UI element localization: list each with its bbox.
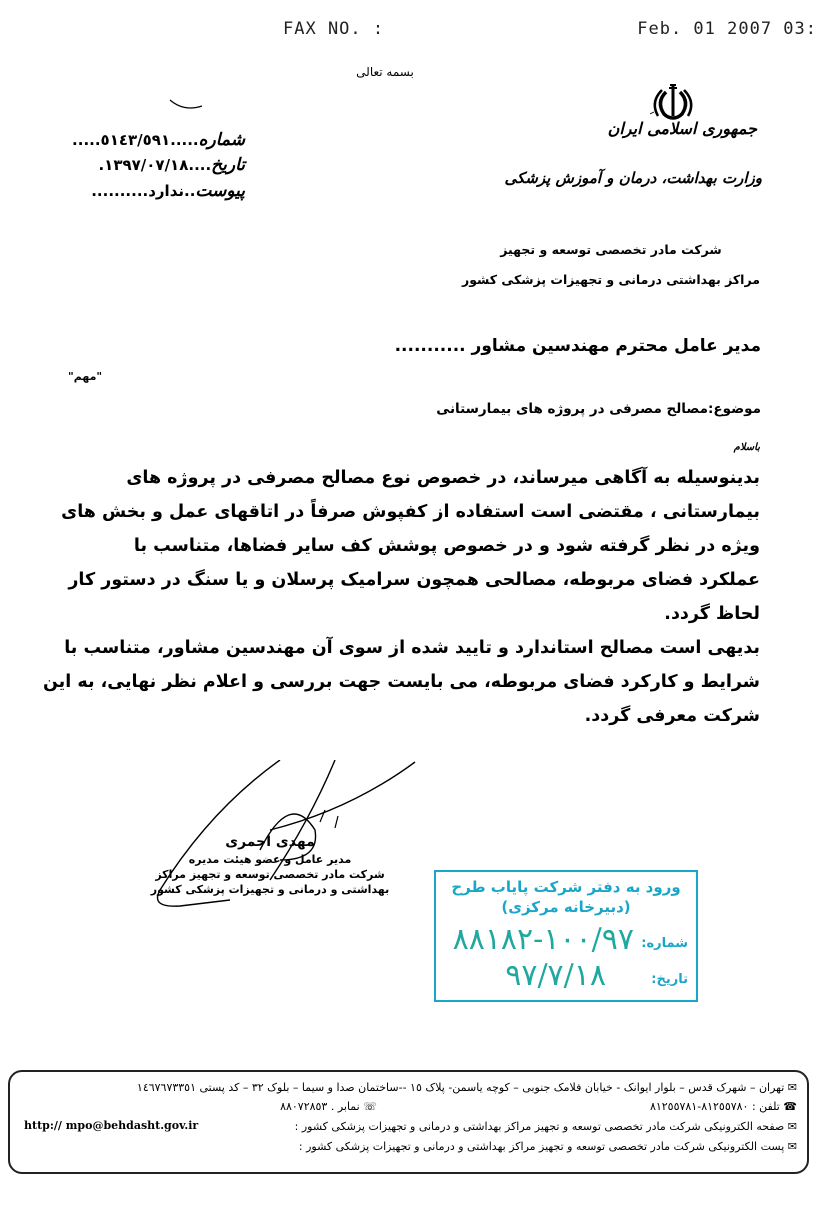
signatory-org-line-1: شرکت مادر تخصصی توسعه و تجهیز مراکز (155, 868, 385, 881)
body-line-6: بدیهی است مصالح استاندارد و تایید شده از سوی آن مهندسین مشاور، متناسب با (64, 638, 760, 658)
body-line-3: ویژه در نظر گرفته شود و در خصوص پوشش کف سایر فضاها، متناسب با (133, 536, 760, 556)
footer-website-row (295, 1120, 797, 1133)
footer-fax-row (280, 1100, 377, 1113)
receipt-stamp (434, 870, 698, 1002)
stamp-date-value: ٩٧/٧/١٨ (505, 958, 606, 993)
signatory-org-line-2: بهداشتی و درمانی و تجهیزات پزشکی کشور (150, 883, 390, 896)
body-line-8: شرکت معرفی گردد. (584, 706, 760, 726)
iran-emblem-icon (650, 82, 696, 122)
reference-date-label: تاریخ (211, 155, 245, 175)
body-line-7: شرایط و کارکرد فضای مربوطه، می بایست جهت بررسی و اعلام نظر نهایی، به این (42, 672, 760, 692)
stamp-number-value: ١٠٠/٩٧-٨٨١٨٢ (452, 922, 634, 957)
footer-email-label: پست الکترونیکی شرکت مادر تخصصی توسعه و تجهیز مراکز بهداشتی و درمانی و تجهیزات پزشکی کشور : (298, 1140, 785, 1153)
footer-phone-label: تلفن : (751, 1100, 780, 1113)
priority-badge: "مهم" (68, 370, 103, 383)
reference-number-label: شماره (198, 130, 245, 150)
letter-body (42, 468, 760, 740)
phone-icon: ☎ (783, 1100, 797, 1113)
reference-attachment-value: ندارد (148, 182, 184, 200)
reference-date-row: تاریخ....١٣٩٧/٠٧/١٨. (98, 155, 245, 175)
footer-address-row (24, 1081, 797, 1094)
decorative-curve-icon (168, 98, 204, 112)
reference-block (45, 128, 245, 204)
location-icon: ✉ (787, 1081, 797, 1094)
fax-icon: ☏ (363, 1100, 377, 1113)
reference-number-row: شماره.....٥١٤٣/٥٩١..... (72, 130, 245, 150)
emblem-line-1: جمهوری اسلامی ایران (607, 119, 757, 138)
footer-fax-label: نمابر . (330, 1100, 360, 1113)
stamp-date-label: تاریخ: (651, 972, 688, 987)
mail-icon: ✉ (787, 1120, 797, 1133)
body-line-2: بیمارستانی ، مقتضی است استفاده از کفپوش صرفاً در اتاقهای عمل و بخش های (61, 502, 760, 522)
reference-attachment-label: پیوست (195, 181, 245, 201)
footer-website-link[interactable]: http:// mpo@behdasht.gov.ir (24, 1119, 199, 1132)
footer-phone-value: ٨١٢٥٥٧٨٠-٨١٢٥٥٧٨١ (649, 1100, 749, 1113)
recipient-heading: مدیر عامل محترم مهندسین مشاور ........... (394, 336, 761, 356)
reference-attachment-row: پیوست..ندارد.......... (91, 181, 245, 201)
footer-contact-box (8, 1070, 809, 1174)
fax-number-label: FAX NO. : (283, 19, 385, 39)
footer-email-row (299, 1140, 797, 1153)
sender-line-1: شرکت مادر تخصصی توسعه و تجهیز (500, 242, 722, 257)
body-line-4: عملکرد فضای مربوطه، مصالحی همچون سرامیک پرسلان و یا سنگ در دستور کار (68, 570, 760, 590)
reference-date-value: ١٣٩٧/٠٧/١٨ (104, 156, 189, 174)
reference-number-value: ٥١٤٣/٥٩١ (100, 131, 171, 149)
emblem-line-2: وزارت بهداشت، درمان و آموزش پزشکی (504, 169, 762, 187)
footer-address: تهران – شهرک قدس – بلوار ایوانک - خیابان فلامک جنوبی – کوچه یاسمن- پلاک ١٥ --ساختمان صدا و سیما – بلوک ٣٢ – کد پستی ١٤٦٧٦٧٣٣٥١ (136, 1081, 785, 1094)
stamp-subtitle: (دبیرخانه مرکزی) (501, 898, 631, 916)
stamp-number-label: شماره: (641, 936, 688, 951)
body-line-5: لحاظ گردد. (664, 604, 760, 624)
signature-block (150, 832, 390, 897)
body-line-1: بدینوسیله به آگاهی میرساند، در خصوص نوع مصالح مصرفی در پروژه های (126, 468, 760, 488)
stamp-title: ورود به دفتر شرکت پایاب طرح (451, 878, 681, 896)
footer-phone-row (650, 1100, 797, 1113)
subject-line: موضوع:مصالح مصرفی در پروژه های بیمارستانی (436, 401, 761, 417)
sender-line-2: مراکز بهداشتی درمانی و تجهیزات پزشکی کشور (462, 272, 760, 287)
footer-website-label: صفحه الکترونیکی شرکت مادر تخصصی توسعه و تجهیز مراکز بهداشتی و درمانی و تجهیزات پزشکی کشور : (294, 1120, 785, 1133)
fax-date-time: Feb. 01 2007 03: (637, 19, 817, 39)
footer-fax-value: ٨٨٠٧٢٨٥٣ (280, 1100, 328, 1113)
signatory-title: مدیر عامل و عضو هیئت مدیره (188, 853, 352, 866)
invocation: بسمه تعالی (356, 65, 414, 79)
envelope-icon: ✉ (787, 1140, 797, 1153)
signatory-name: مهدی احمری (225, 834, 315, 850)
greeting: باسلام (733, 442, 760, 453)
